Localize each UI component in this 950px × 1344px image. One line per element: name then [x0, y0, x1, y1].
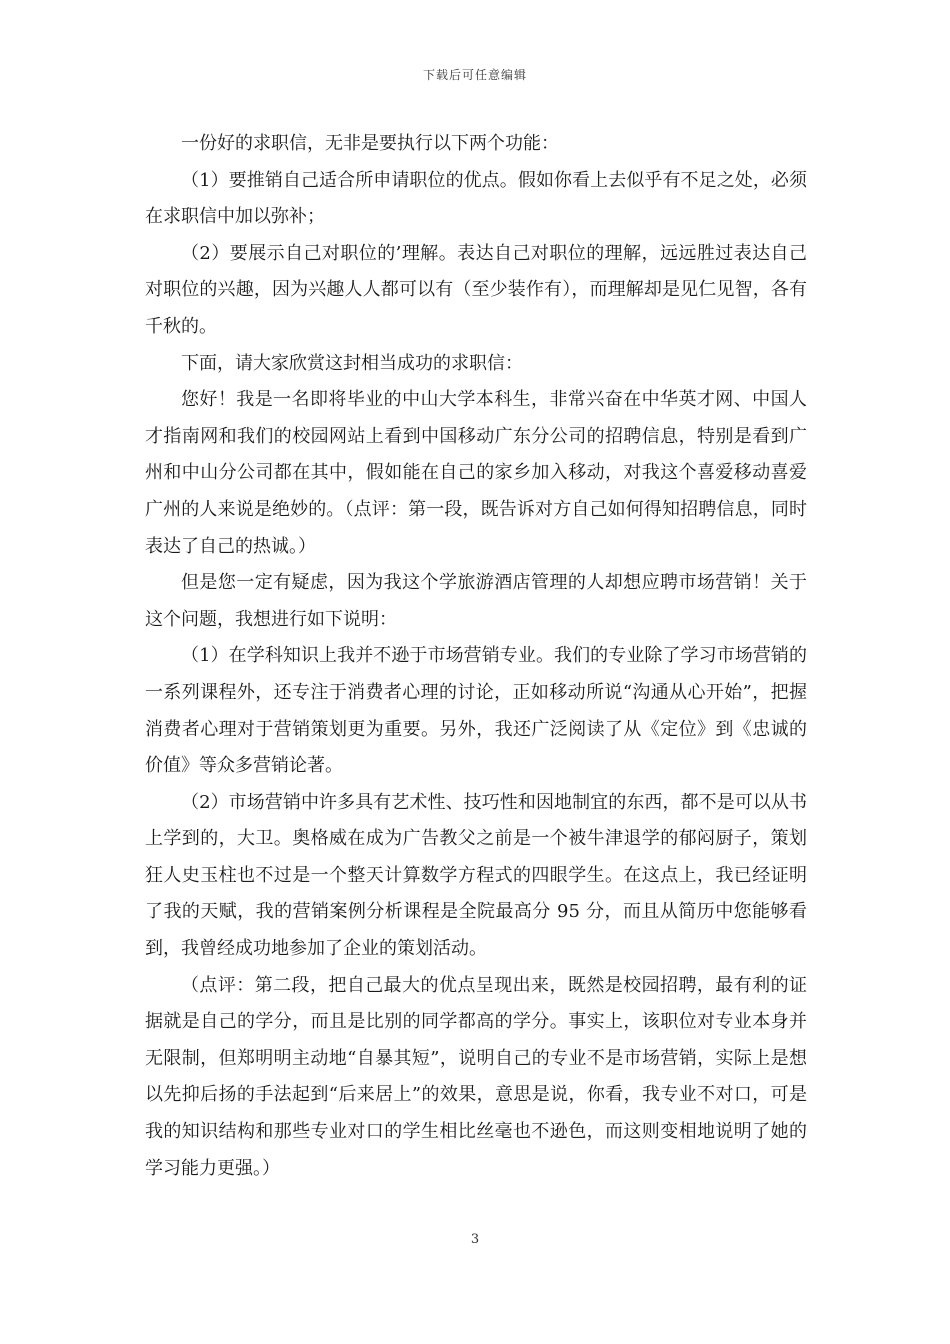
- paragraph-intro: 一份好的求职信，无非是要执行以下两个功能：: [181, 133, 559, 154]
- paragraph-function-2: （2）要展示自己对职位的’理解。表达自己对职位的理解，远远胜过表达自己对职位的兴趣，因为兴趣人人都可以有（至少装作有），而理解却是见仁见智，各有千秋的。: [145, 242, 807, 337]
- paragraph-letter-point-2: （2）市场营销中许多具有艺术性、技巧性和因地制宜的东西，都不是可以从书上学到的，大卫。奥格威在成为广告教父之前是一个被牛津退学的郁闷厨子，策划狂人史玉柱也不过是一个整天计算数学方程式的四眼学生。在这点上，我已经证明了我的天赋，我的营销案例分析课程是全院最高分 95 分，而且从简历中您能够看到，我曾经成功地参加了企业的策划活动。: [145, 791, 807, 960]
- paragraph-letter-opening: 您好！我是一名即将毕业的中山大学本科生，非常兴奋在中华英才网、中国人才指南网和我们的校园网站上看到中国移动广东分公司的招聘信息，特别是看到广州和中山分公司都在其中，假如能在自己的家乡加入移动，对我这个喜爱移动喜爱广州的人来说是绝妙的。（点评：第一段，既告诉对方自己如何得知招聘信息，同时表达了自己的热诚。）: [145, 389, 807, 557]
- paragraph-letter-point-1: （1）在学科知识上我并不逊于市场营销专业。我们的专业除了学习市场营销的一系列课程外，还专注于消费者心理的讨论，正如移动所说“沟通从心开始”，把握消费者心理对于营销策划更为重要。另外，我还广泛阅读了从《定位》到《忠诚的价值》等众多营销论著。: [145, 645, 807, 777]
- paragraph-function-1: （1）要推销自己适合所申请职位的优点。假如你看上去似乎有不足之处，必须在求职信中加以弥补；: [145, 169, 807, 228]
- paragraph-commentary: （点评：第二段，把自己最大的优点呈现出来，既然是校园招聘，最有利的证据就是自己的学分，而且是比别的同学都高的学分。事实上，该职位对专业本身并无限制，但郑明明主动地“自暴其短”，说明自己的专业不是市场营销，实际上是想以先抑后扬的手法起到“后来居上”的效果，意思是说，你看，我专业不对口，可是我的知识结构和那些专业对口的学生相比丝毫也不逊色，而这则变相地说明了她的学习能力更强。）: [145, 974, 807, 1179]
- document-body: [145, 126, 807, 1187]
- paragraph-transition: 下面，请大家欣赏这封相当成功的求职信：: [181, 352, 523, 374]
- paragraph-letter-concern: 但是您一定有疑虑，因为我这个学旅游酒店管理的人却想应聘市场营销！关于这个问题，我想进行如下说明：: [145, 572, 807, 630]
- page-header: 下载后可任意编辑: [422, 68, 527, 82]
- page-number: 3: [470, 1232, 480, 1247]
